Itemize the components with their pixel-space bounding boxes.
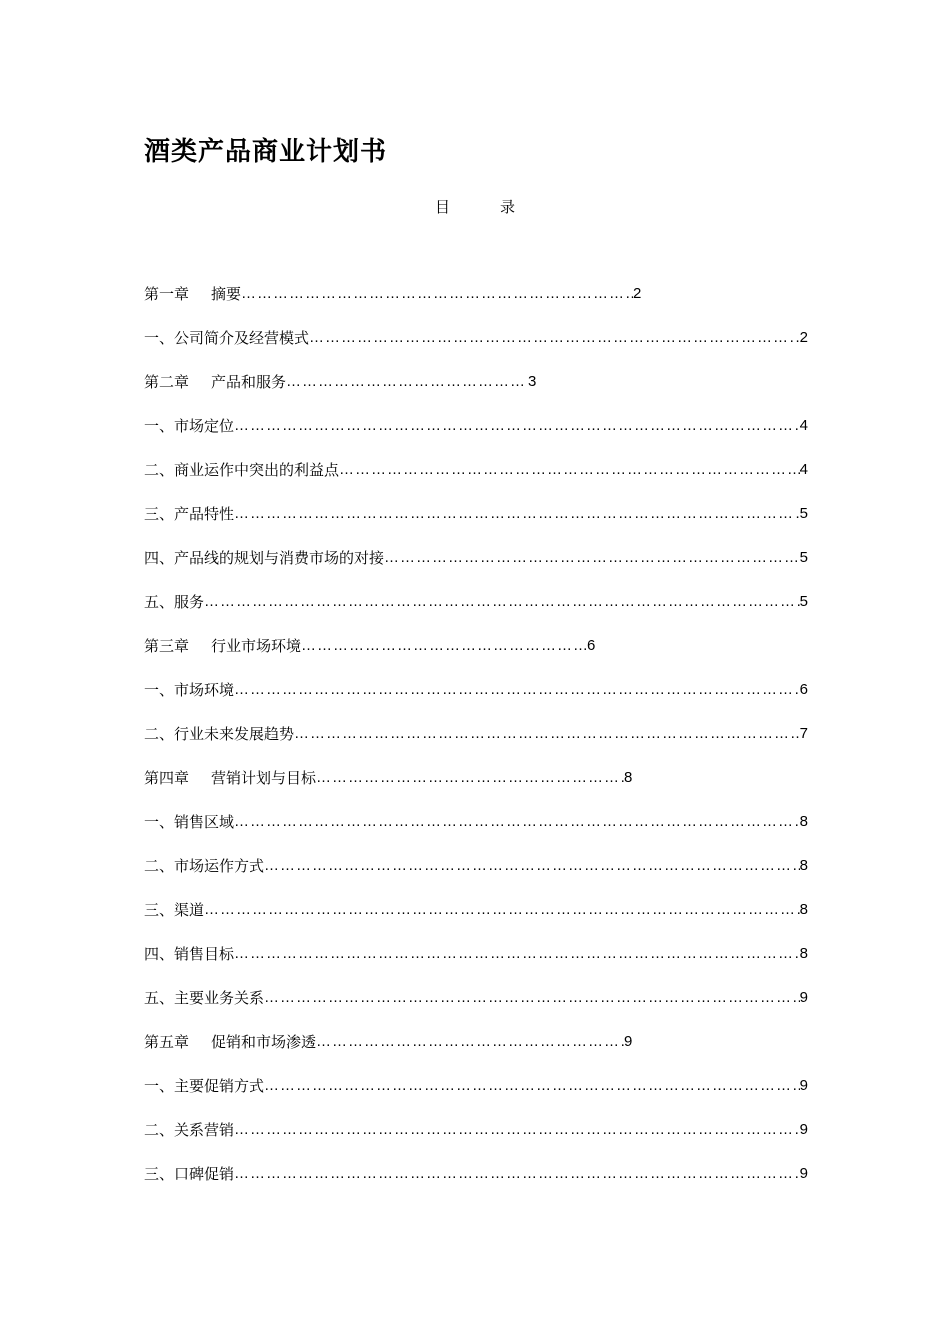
toc-entry-chapter-3[interactable] (144, 635, 808, 679)
toc-entry-label: 第四章 营销计划与目标 (144, 769, 317, 787)
toc-entry-label: 二、关系营销 (144, 1121, 235, 1139)
toc-leader-dots (339, 459, 800, 481)
table-of-contents (144, 283, 808, 1207)
toc-entry-label: 五、主要业务关系 (144, 989, 265, 1007)
toc-entry-section[interactable] (144, 723, 808, 767)
toc-entry-page: 3 (528, 373, 537, 390)
toc-entry-page: 9 (799, 1077, 808, 1094)
toc-leader-dots (286, 371, 528, 393)
document-title: 酒类产品商业计划书 (144, 137, 388, 167)
toc-entry-page: 8 (624, 769, 633, 786)
toc-entry-chapter-5[interactable] (144, 1031, 808, 1075)
toc-entry-section[interactable] (144, 855, 808, 899)
toc-entry-section[interactable] (144, 899, 808, 943)
toc-leader-dots (316, 1031, 624, 1053)
toc-entry-label: 第三章 行业市场环境 (144, 637, 302, 655)
toc-leader-dots (316, 767, 624, 789)
toc-entry-section[interactable] (144, 987, 808, 1031)
toc-entry-label: 四、销售目标 (144, 945, 235, 963)
toc-entry-label: 一、市场环境 (144, 681, 235, 699)
toc-entry-page: .2 (795, 329, 808, 346)
toc-entry-label: 三、产品特性 (144, 505, 235, 523)
toc-entry-label: 一、销售区域 (144, 813, 235, 831)
toc-entry-section[interactable] (144, 547, 808, 591)
toc-leader-dots (384, 547, 800, 569)
toc-leader-dots (234, 943, 800, 965)
toc-leader-dots (204, 591, 800, 613)
toc-entry-page: 8 (799, 901, 808, 918)
toc-leader-dots (234, 1163, 800, 1185)
toc-leader-dots (264, 1075, 800, 1097)
toc-entry-page: 5 (799, 593, 808, 610)
toc-entry-section[interactable] (144, 415, 808, 459)
toc-entry-label: 二、市场运作方式 (144, 857, 265, 875)
toc-entry-section[interactable] (144, 503, 808, 547)
toc-entry-label: 五、服务 (144, 593, 205, 611)
toc-heading-char-2: 录 (500, 198, 516, 216)
toc-entry-section[interactable] (144, 1163, 808, 1207)
toc-entry-page: 7 (799, 725, 808, 742)
toc-entry-page: 4 (799, 417, 808, 434)
toc-entry-label: 二、行业未来发展趋势 (144, 725, 295, 743)
toc-entry-label: 一、市场定位 (144, 417, 235, 435)
toc-entry-section[interactable] (144, 943, 808, 987)
toc-entry-page: 9 (799, 989, 808, 1006)
toc-entry-label: 一、主要促销方式 (144, 1077, 265, 1095)
toc-entry-label: 第一章 摘要 (144, 285, 242, 303)
toc-entry-page: 8 (799, 945, 808, 962)
toc-entry-label: 三、渠道 (144, 901, 205, 919)
toc-leader-dots (241, 283, 633, 305)
toc-leader-dots (264, 987, 800, 1009)
toc-entry-label: 第二章 产品和服务 (144, 373, 287, 391)
toc-entry-section[interactable] (144, 1119, 808, 1163)
toc-entry-section[interactable] (144, 459, 808, 503)
toc-leader-dots (234, 679, 800, 701)
toc-entry-page: 9 (624, 1033, 633, 1050)
toc-leader-dots (234, 415, 800, 437)
toc-entry-page: 6 (799, 681, 808, 698)
toc-entry-page: 5 (799, 549, 808, 566)
toc-leader-dots (294, 723, 800, 745)
toc-entry-page: 9 (799, 1165, 808, 1182)
toc-leader-dots (234, 503, 795, 525)
toc-entry-chapter-4[interactable] (144, 767, 808, 811)
toc-heading-char-1: 目 (434, 198, 450, 216)
toc-entry-page: 2 (633, 285, 642, 302)
toc-heading (0, 196, 950, 217)
toc-entry-page: 6 (587, 637, 596, 654)
toc-leader-dots (309, 327, 795, 349)
toc-entry-section[interactable] (144, 679, 808, 723)
toc-entry-label: 一、公司简介及经营模式 (144, 329, 310, 347)
toc-entry-label: 二、商业运作中突出的利益点 (144, 461, 340, 479)
toc-entry-page: .5 (795, 505, 808, 522)
toc-entry-section[interactable] (144, 327, 808, 371)
toc-entry-section[interactable] (144, 1075, 808, 1119)
toc-leader-dots (301, 635, 587, 657)
toc-leader-dots (204, 899, 800, 921)
toc-entry-label: 四、产品线的规划与消费市场的对接 (144, 549, 385, 567)
toc-leader-dots (234, 811, 800, 833)
toc-entry-page: 8 (799, 813, 808, 830)
toc-entry-page: 8 (799, 857, 808, 874)
toc-entry-page: 9 (799, 1121, 808, 1138)
toc-leader-dots (234, 1119, 800, 1141)
toc-leader-dots (264, 855, 800, 877)
toc-entry-section[interactable] (144, 811, 808, 855)
toc-entry-page: 4 (799, 461, 808, 478)
toc-entry-label: 第五章 促销和市场渗透 (144, 1033, 317, 1051)
toc-entry-chapter-1[interactable] (144, 283, 808, 327)
toc-entry-section[interactable] (144, 591, 808, 635)
toc-entry-label: 三、口碑促销 (144, 1165, 235, 1183)
toc-entry-chapter-2[interactable] (144, 371, 808, 415)
